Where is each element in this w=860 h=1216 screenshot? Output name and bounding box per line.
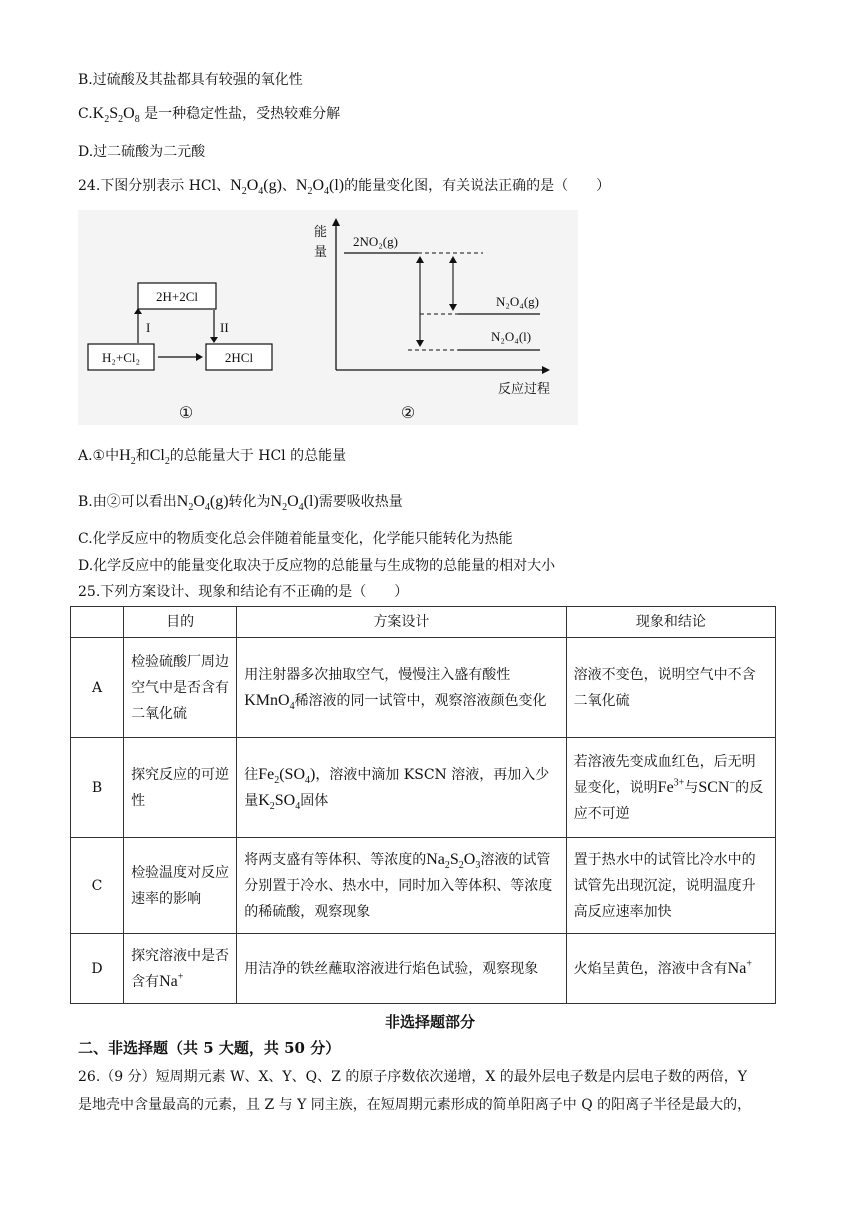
formula-cl2: $Cl_2$ (149, 447, 170, 468)
formula-k2so4: $K_2SO_4$ (258, 791, 301, 812)
q24-option-d: D.化学反应中的能量变化取决于反应物的总能量与生成物的总能量的相对大小 (78, 558, 556, 574)
level-n2o4-g: N₂O₄(g) (496, 294, 539, 309)
formula-fe3: $Fe^{3+}$ (657, 777, 685, 796)
header-design: 方案设计 (237, 607, 566, 638)
q24-option-b: B.由②可以看出$N_2O_4(g)$转化为$N_2O_4(l)$需要吸收热量 (78, 493, 403, 514)
box-h2-cl2-label: H₂+Cl₂ (101, 350, 141, 365)
row-design: 将两支盛有等体积、等浓度的$Na_2S_2O_3$溶液的试管分别置于冷水、热水中，同时加入等体积、等浓度的稀硫酸，观察现象 (237, 838, 566, 934)
q23-option-c: $C.K_2S_2O_8$ 是一种稳定性盐，受热较难分解 (78, 105, 341, 126)
formula-na-plus: Na+ (159, 971, 184, 990)
q23-option-d: D.过二硫酸为二元酸 (78, 144, 206, 160)
x-axis-label: 反应过程 (498, 382, 551, 397)
level-2no2: 2NO₂(g) (353, 234, 398, 249)
q26-line-1: 26.（9 分）短周期元素 W、X、Y、Q、Z 的原子序数依次递增，X 的最外层电子数是内层电子数的两倍，Y (78, 1069, 747, 1085)
table-header-row (71, 607, 776, 638)
y-axis-label-1: 能 (314, 225, 328, 240)
row-result: 溶液不变色，说明空气中不含二氧化硫 (566, 638, 775, 738)
formula-na-plus: Na+ (727, 958, 752, 977)
q23-option-b: B.过硫酸及其盐都具有较强的氧化性 (78, 72, 303, 88)
q24-option-c: C.化学反应中的物质变化总会伴随着能量变化，化学能只能转化为热能 (78, 531, 513, 547)
section-heading: 二、非选择题（共 5 大题，共 50 分） (78, 1039, 341, 1057)
row-design: 往$Fe_2(SO_4)$，溶液中滴加 KSCN 溶液，再加入少量$K_2SO_4$固体 (237, 738, 566, 838)
row-id: A (71, 638, 124, 738)
row-design: 用注射器多次抽取空气，慢慢注入盛有酸性 KMnO$_4$稀溶液的同一试管中，观察溶液颜色变化 (237, 638, 566, 738)
section-title: 非选择题部分 (384, 1013, 475, 1031)
formula-kmno4: KMnO$_4$ (244, 691, 295, 712)
q25-table (70, 606, 776, 1004)
q24-energy-figure (78, 210, 578, 425)
y-axis-label-2: 量 (314, 245, 328, 260)
formula-n2o4-l: $N_2O_4(l)$ (295, 177, 345, 198)
row-purpose: 检验温度对反应速率的影响 (124, 838, 237, 934)
figure-1-label: ① (178, 405, 194, 422)
row-purpose: 探究反应的可逆性 (124, 738, 237, 838)
row-id: B (71, 738, 124, 838)
header-result: 现象和结论 (566, 607, 775, 638)
table-row (71, 838, 776, 934)
step-i-label: I (146, 320, 151, 335)
header-empty (71, 607, 124, 638)
box-2h-2cl-label: 2H+2Cl (155, 289, 199, 304)
row-result: 置于热水中的试管比冷水中的试管先出现沉淀，说明温度升高反应速率加快 (566, 838, 775, 934)
q24-option-a: A.①中$H_2$和$Cl_2$的总能量大于 HCl 的总能量 (78, 447, 347, 468)
box-2hcl-label: 2HCl (224, 350, 254, 365)
row-design: 用洁净的铁丝蘸取溶液进行焰色试验，观察现象 (237, 934, 566, 1004)
table-row (71, 738, 776, 838)
q24-stem: 24.下图分别表示 HCl、$N_2O_4(g)$、$N_2O_4(l)$的能量变化图，有关说法正确的是（ ） (78, 177, 611, 198)
row-result: 火焰呈黄色，溶液中含有Na+ (566, 934, 775, 1004)
row-id: D (71, 934, 124, 1004)
header-purpose: 目的 (124, 607, 237, 638)
level-n2o4-l: N₂O₄(l) (491, 329, 532, 344)
formula-na2s2o3: $Na_2S_2O_3$ (426, 850, 481, 871)
q26-line-2: 是地壳中含量最高的元素，且 Z 与 Y 同主族，在短周期元素形成的简单阳离子中 Q 的阳离子半径是最大的， (78, 1097, 752, 1113)
formula-n2o4-g: $N_2O_4(g)$ (230, 177, 282, 198)
step-ii-label: II (220, 320, 229, 335)
table-row (71, 934, 776, 1004)
formula-scn: SCN− (698, 777, 736, 796)
figure-2-label: ② (400, 405, 416, 422)
formula-k2s2o8: $K_2S_2O_8$ (92, 105, 140, 126)
formula-h2: $H_2$ (119, 447, 136, 468)
row-result: 若溶液先变成血红色，后无明显变化，说明$Fe^{3+}$与SCN−的反应不可逆 (566, 738, 775, 838)
row-purpose: 检验硫酸厂周边空气中是否含有二氧化硫 (124, 638, 237, 738)
row-purpose: 探究溶液中是否含有Na+ (124, 934, 237, 1004)
formula-fe2so4: $Fe_2(SO_4)$ (258, 765, 316, 786)
table-row (71, 638, 776, 738)
row-id: C (71, 838, 124, 934)
q25-stem: 25.下列方案设计、现象和结论有不正确的是（ ） (78, 584, 409, 600)
